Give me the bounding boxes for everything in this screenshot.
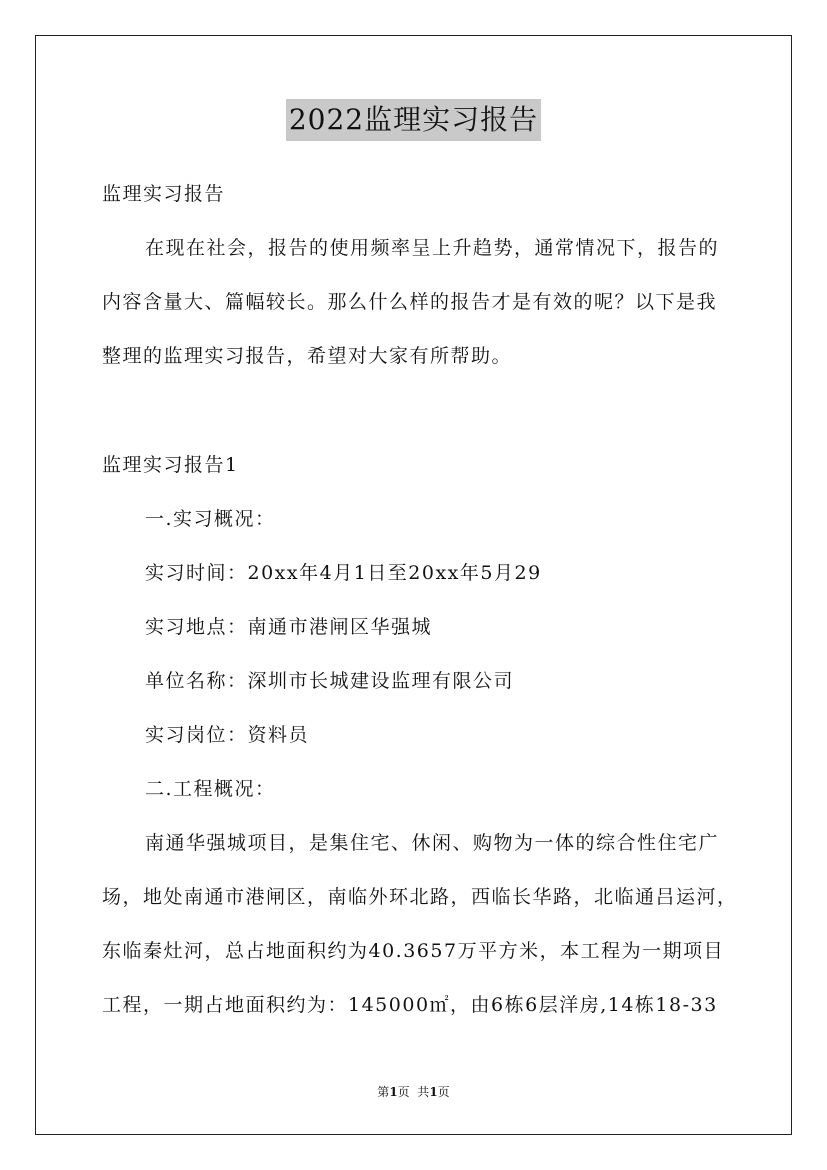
footer-mid: 页 共 [397, 1085, 430, 1099]
info-line: 实习时间：20xx年4月1日至20xx年5月29 [145, 562, 542, 584]
document-title: 2022监理实习报告 [286, 99, 541, 141]
total-pages: 1 [429, 1085, 438, 1099]
paragraph-line: 整理的监理实习报告，希望对大家有所帮助。 [102, 345, 513, 367]
title-container [0, 99, 827, 141]
paragraph-line: 内容含量大、篇幅较长。那么什么样的报告才是有效的呢？以下是我 [102, 291, 718, 313]
section-heading: 监理实习报告 [102, 183, 226, 205]
paragraph-line: 工程，一期占地面积约为：145000㎡，由6栋6层洋房,14栋18-33 [102, 994, 718, 1016]
info-line: 单位名称：深圳市长城建设监理有限公司 [145, 670, 515, 692]
footer-prefix: 第 [377, 1085, 390, 1099]
subheading: 二.工程概况： [145, 778, 276, 800]
paragraph-line: 南通华强城项目，是集住宅、休闲、购物为一体的综合性住宅广 [145, 832, 720, 854]
info-line: 实习岗位：资料员 [145, 724, 310, 746]
report-heading: 监理实习报告1 [102, 454, 239, 476]
subheading: 一.实习概况： [145, 508, 276, 530]
paragraph-line: 在现在社会，报告的使用频率呈上升趋势，通常情况下，报告的 [145, 237, 720, 259]
info-line: 实习地点：南通市港闸区华强城 [145, 616, 433, 638]
paragraph-line: 场，地处南通市港闸区，南临外环北路，西临长华路，北临通吕运河， [102, 886, 738, 908]
paragraph-line: 东临秦灶河，总占地面积约为40.3657万平方米，本工程为一期项目 [102, 940, 725, 962]
footer-suffix: 页 [437, 1085, 450, 1099]
page-footer [0, 1083, 827, 1101]
page-number: 1 [389, 1085, 398, 1099]
